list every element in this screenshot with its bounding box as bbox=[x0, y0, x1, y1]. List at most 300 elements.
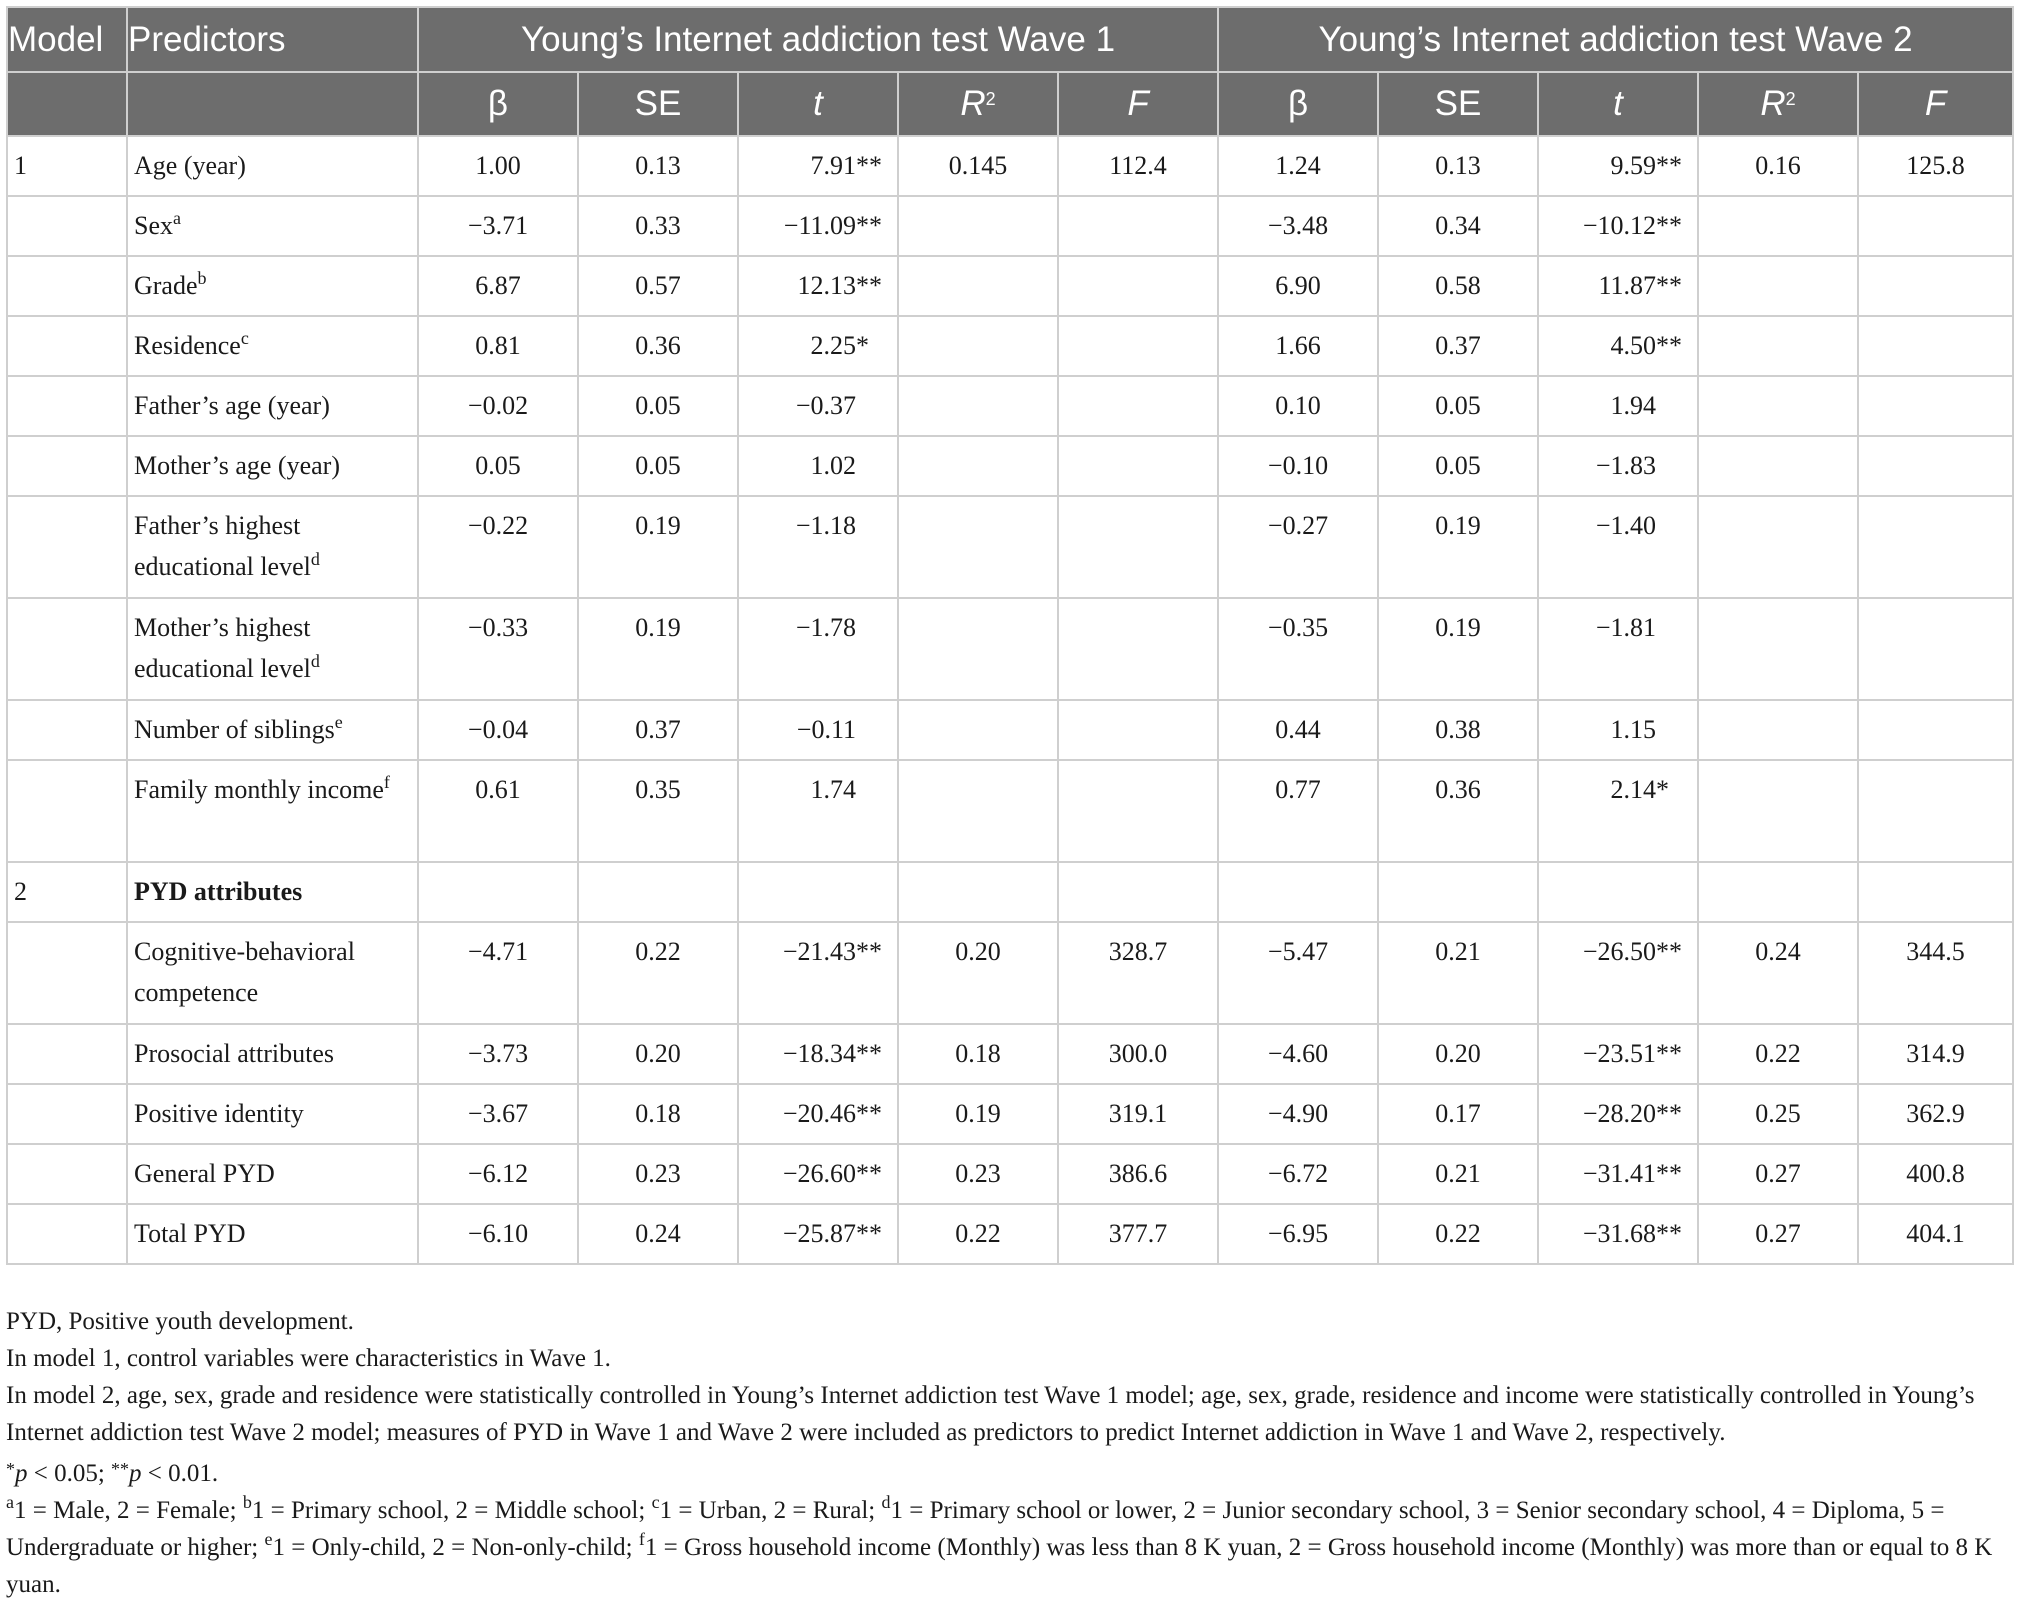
footnote-marker: d bbox=[310, 549, 320, 569]
col-t: t bbox=[1538, 72, 1698, 136]
col-predictors: Predictors bbox=[127, 7, 418, 72]
beta-cell: −5.47 bbox=[1218, 922, 1378, 1024]
model-cell bbox=[7, 496, 127, 598]
se-cell: 0.35 bbox=[578, 760, 738, 862]
beta-cell: −3.71 bbox=[418, 196, 578, 256]
f-cell: 125.8 bbox=[1858, 136, 2013, 196]
beta-cell: −0.02 bbox=[418, 376, 578, 436]
f-cell bbox=[1858, 598, 2013, 700]
se-cell: 0.13 bbox=[1378, 136, 1538, 196]
significance-stars: ** bbox=[856, 1159, 882, 1188]
beta-cell: 6.90 bbox=[1218, 256, 1378, 316]
t-cell bbox=[738, 1204, 898, 1264]
model-cell bbox=[7, 598, 127, 700]
model-cell bbox=[7, 196, 127, 256]
table-row bbox=[7, 496, 2013, 598]
col-model: Model bbox=[7, 7, 127, 72]
col-beta: β bbox=[1218, 72, 1378, 136]
significance-stars: ** bbox=[1656, 331, 1683, 360]
f-cell bbox=[1858, 862, 2013, 922]
significance-stars: * bbox=[1656, 775, 1670, 804]
footnote-marker: a bbox=[173, 208, 181, 228]
t-cell bbox=[738, 376, 898, 436]
f-cell bbox=[1058, 376, 1218, 436]
beta-cell: 0.44 bbox=[1218, 700, 1378, 760]
model-cell bbox=[7, 760, 127, 862]
beta-cell: −0.04 bbox=[418, 700, 578, 760]
beta-cell: 0.10 bbox=[1218, 376, 1378, 436]
se-cell bbox=[1378, 862, 1538, 922]
se-cell: 0.22 bbox=[1378, 1204, 1538, 1264]
se-cell: 0.19 bbox=[1378, 496, 1538, 598]
predictor-cell bbox=[127, 700, 418, 760]
header-row-1 bbox=[7, 7, 2013, 72]
se-cell: 0.24 bbox=[578, 1204, 738, 1264]
t-cell bbox=[738, 598, 898, 700]
f-cell bbox=[1058, 760, 1218, 862]
table-row bbox=[7, 316, 2013, 376]
f-cell bbox=[1058, 196, 1218, 256]
t-cell bbox=[738, 496, 898, 598]
f-cell: 404.1 bbox=[1858, 1204, 2013, 1264]
f-cell bbox=[1858, 496, 2013, 598]
note-variable-coding: $^a$1 = Male, 2 = Female; $^b$1 = Primary school, 2 = Middle school; $^c$1 = Urban, 2 = Rural; $^d$1 = Primary school or lower, 2 = Junior secondary school, 3 = Senior secondary school, 4 = Diploma, 5 = Undergraduate or higher; $^e$1 = Only-child, 2 = Non-only-child; $^f$1 = Gross household income (Monthly) was less than 8 K yuan, 2 = Gross household income (Monthly) was more than or equal to 8 K yuan. bbox=[6, 1492, 1993, 1598]
t-value: −0.37 bbox=[795, 391, 856, 420]
significance-stars: ** bbox=[1656, 1039, 1683, 1068]
f-cell bbox=[1058, 256, 1218, 316]
se-cell: 0.19 bbox=[578, 598, 738, 700]
t-value: −28.20 bbox=[1582, 1099, 1657, 1128]
col-beta: β bbox=[418, 72, 578, 136]
r2-cell: 0.18 bbox=[898, 1024, 1058, 1084]
se-cell: 0.13 bbox=[578, 136, 738, 196]
t-cell bbox=[1538, 862, 1698, 922]
t-cell bbox=[1538, 922, 1698, 1024]
se-cell: 0.17 bbox=[1378, 1084, 1538, 1144]
beta-cell: 0.81 bbox=[418, 316, 578, 376]
r2-cell bbox=[898, 196, 1058, 256]
predictor-cell bbox=[127, 1084, 418, 1144]
r2-cell bbox=[898, 862, 1058, 922]
significance-stars: ** bbox=[856, 271, 882, 300]
t-value: −23.51 bbox=[1582, 1039, 1657, 1068]
col-f: F bbox=[1858, 72, 2013, 136]
footnote-marker: f bbox=[383, 772, 390, 792]
model-cell bbox=[7, 1204, 127, 1264]
r2-cell bbox=[1698, 436, 1858, 496]
r2-cell bbox=[1698, 256, 1858, 316]
significance-stars: * bbox=[856, 331, 869, 360]
predictor-label: General PYD bbox=[134, 1159, 275, 1188]
se-cell: 0.23 bbox=[578, 1144, 738, 1204]
col-r2: $R^2$ bbox=[1698, 72, 1858, 136]
r2-cell bbox=[898, 760, 1058, 862]
beta-cell: −6.72 bbox=[1218, 1144, 1378, 1204]
predictor-label: PYD attributes bbox=[134, 877, 303, 906]
f-cell bbox=[1058, 598, 1218, 700]
t-cell bbox=[1538, 496, 1698, 598]
predictor-cell bbox=[127, 922, 418, 1024]
col-group-wave1: Young’s Internet addiction test Wave 1 bbox=[418, 7, 1218, 72]
t-cell bbox=[1538, 760, 1698, 862]
predictor-label: Total PYD bbox=[134, 1219, 246, 1248]
se-cell: 0.33 bbox=[578, 196, 738, 256]
table-row bbox=[7, 922, 2013, 1024]
t-cell bbox=[1538, 376, 1698, 436]
f-cell: 344.5 bbox=[1858, 922, 2013, 1024]
f-cell: 328.7 bbox=[1058, 922, 1218, 1024]
t-cell bbox=[1538, 196, 1698, 256]
significance-stars: ** bbox=[1656, 1159, 1683, 1188]
t-value: −26.50 bbox=[1582, 937, 1657, 966]
se-cell: 0.05 bbox=[578, 436, 738, 496]
se-cell: 0.38 bbox=[1378, 700, 1538, 760]
f-cell: 362.9 bbox=[1858, 1084, 2013, 1144]
r2-cell: 0.27 bbox=[1698, 1144, 1858, 1204]
beta-cell bbox=[418, 862, 578, 922]
r2-cell bbox=[898, 436, 1058, 496]
note-model-1: In model 1, control variables were characteristics in Wave 1. bbox=[6, 1345, 611, 1372]
significance-stars: ** bbox=[1656, 211, 1683, 240]
se-cell: 0.18 bbox=[578, 1084, 738, 1144]
predictor-cell bbox=[127, 1144, 418, 1204]
f-cell: 386.6 bbox=[1058, 1144, 1218, 1204]
t-value: 1.15 bbox=[1610, 715, 1657, 744]
table-row bbox=[7, 436, 2013, 496]
predictor-label: Father’s highest educational level bbox=[134, 511, 311, 581]
r2-cell: 0.23 bbox=[898, 1144, 1058, 1204]
table-row bbox=[7, 862, 2013, 922]
footnote-marker: c bbox=[240, 328, 249, 348]
r2-cell bbox=[898, 376, 1058, 436]
r2-cell: 0.16 bbox=[1698, 136, 1858, 196]
t-cell bbox=[738, 1144, 898, 1204]
model-cell bbox=[7, 1024, 127, 1084]
table-row bbox=[7, 598, 2013, 700]
beta-cell: 0.05 bbox=[418, 436, 578, 496]
table-row bbox=[7, 700, 2013, 760]
predictor-cell bbox=[127, 862, 418, 922]
t-cell bbox=[1538, 256, 1698, 316]
r2-cell bbox=[898, 316, 1058, 376]
beta-cell: −6.12 bbox=[418, 1144, 578, 1204]
col-t: t bbox=[738, 72, 898, 136]
predictor-label: Cognitive-behavioral competence bbox=[134, 937, 355, 1007]
model-cell bbox=[7, 1084, 127, 1144]
beta-cell: −0.35 bbox=[1218, 598, 1378, 700]
se-cell: 0.05 bbox=[578, 376, 738, 436]
beta-cell: 1.66 bbox=[1218, 316, 1378, 376]
se-cell: 0.37 bbox=[578, 700, 738, 760]
f-cell: 112.4 bbox=[1058, 136, 1218, 196]
significance-stars: ** bbox=[1656, 151, 1683, 180]
f-cell bbox=[1058, 316, 1218, 376]
t-cell bbox=[1538, 316, 1698, 376]
r2-cell: 0.24 bbox=[1698, 922, 1858, 1024]
beta-cell: −0.22 bbox=[418, 496, 578, 598]
t-value: −1.83 bbox=[1595, 451, 1657, 480]
beta-cell: −6.95 bbox=[1218, 1204, 1378, 1264]
model-cell bbox=[7, 700, 127, 760]
r2-cell bbox=[898, 598, 1058, 700]
se-cell: 0.36 bbox=[578, 316, 738, 376]
r2-cell: 0.22 bbox=[1698, 1024, 1858, 1084]
header-row-2 bbox=[7, 72, 2013, 136]
model-cell bbox=[7, 376, 127, 436]
r2-cell bbox=[898, 700, 1058, 760]
predictor-label: Age (year) bbox=[134, 151, 246, 180]
t-cell bbox=[738, 700, 898, 760]
significance-stars: ** bbox=[1656, 1219, 1683, 1248]
beta-cell: −3.67 bbox=[418, 1084, 578, 1144]
beta-cell: −4.90 bbox=[1218, 1084, 1378, 1144]
beta-cell: 0.77 bbox=[1218, 760, 1378, 862]
beta-cell bbox=[1218, 862, 1378, 922]
f-cell: 300.0 bbox=[1058, 1024, 1218, 1084]
t-cell bbox=[738, 760, 898, 862]
t-value: 1.02 bbox=[810, 451, 856, 480]
beta-cell: −4.60 bbox=[1218, 1024, 1378, 1084]
significance-stars: ** bbox=[856, 1039, 882, 1068]
t-value: −1.78 bbox=[795, 613, 856, 642]
predictor-cell bbox=[127, 1024, 418, 1084]
t-value: 1.94 bbox=[1610, 391, 1657, 420]
t-cell bbox=[1538, 700, 1698, 760]
t-value: 4.50 bbox=[1610, 331, 1657, 360]
note-significance: *p < 0.05; **p < 0.01. bbox=[6, 1459, 219, 1487]
beta-cell: −3.73 bbox=[418, 1024, 578, 1084]
model-cell: 2 bbox=[7, 862, 127, 922]
significance-stars: ** bbox=[1656, 1099, 1683, 1128]
predictor-cell bbox=[127, 760, 418, 862]
predictor-cell bbox=[127, 376, 418, 436]
f-cell: 314.9 bbox=[1858, 1024, 2013, 1084]
se-cell: 0.36 bbox=[1378, 760, 1538, 862]
t-value: −26.60 bbox=[782, 1159, 856, 1188]
se-cell: 0.20 bbox=[1378, 1024, 1538, 1084]
table-row bbox=[7, 1024, 2013, 1084]
t-value: −1.40 bbox=[1595, 511, 1657, 540]
t-cell bbox=[1538, 1024, 1698, 1084]
predictor-label: Positive identity bbox=[134, 1099, 304, 1128]
t-value: −1.81 bbox=[1595, 613, 1657, 642]
predictor-cell bbox=[127, 136, 418, 196]
note-model-2: In model 2, age, sex, grade and residence were statistically controlled in Young’s Internet addiction test Wave 1 model; age, sex, grade, residence and income were statistically controlled in Young’s Internet addiction test Wave 2 model; measures of PYD in Wave 1 and Wave 2 were included as predictors to predict Internet addiction in Wave 1 and Wave 2, respectively. bbox=[6, 1382, 1975, 1446]
se-cell bbox=[578, 862, 738, 922]
t-cell bbox=[1538, 598, 1698, 700]
predictor-cell bbox=[127, 256, 418, 316]
beta-cell: 1.00 bbox=[418, 136, 578, 196]
f-cell bbox=[1858, 700, 2013, 760]
r2-cell bbox=[1698, 862, 1858, 922]
r2-cell bbox=[1698, 760, 1858, 862]
footnote-marker: e bbox=[334, 712, 343, 732]
f-cell: 400.8 bbox=[1858, 1144, 2013, 1204]
col-empty bbox=[7, 72, 127, 136]
col-r2: $R^2$ bbox=[898, 72, 1058, 136]
se-cell: 0.34 bbox=[1378, 196, 1538, 256]
t-cell bbox=[738, 196, 898, 256]
t-value: 12.13 bbox=[797, 271, 856, 300]
predictor-label: Prosocial attributes bbox=[134, 1039, 335, 1068]
t-value: −0.11 bbox=[796, 715, 856, 744]
r2-cell: 0.27 bbox=[1698, 1204, 1858, 1264]
footnote-marker: d bbox=[310, 651, 320, 671]
se-cell: 0.21 bbox=[1378, 922, 1538, 1024]
model-cell bbox=[7, 436, 127, 496]
r2-cell bbox=[1698, 700, 1858, 760]
significance-stars: ** bbox=[856, 151, 882, 180]
t-cell bbox=[1538, 136, 1698, 196]
r2-cell bbox=[898, 496, 1058, 598]
f-cell bbox=[1858, 196, 2013, 256]
t-cell bbox=[738, 136, 898, 196]
predictor-label: Mother’s age (year) bbox=[134, 451, 340, 480]
t-cell bbox=[738, 256, 898, 316]
t-cell bbox=[738, 1024, 898, 1084]
predictor-cell bbox=[127, 598, 418, 700]
t-cell bbox=[1538, 1084, 1698, 1144]
se-cell: 0.05 bbox=[1378, 376, 1538, 436]
significance-stars: ** bbox=[1656, 937, 1683, 966]
t-value: 1.74 bbox=[810, 775, 856, 804]
predictor-label: Family monthly income bbox=[134, 775, 384, 804]
table-row bbox=[7, 196, 2013, 256]
beta-cell: −0.33 bbox=[418, 598, 578, 700]
t-cell bbox=[738, 1084, 898, 1144]
f-cell bbox=[1858, 760, 2013, 862]
f-cell bbox=[1058, 496, 1218, 598]
predictor-label: Number of siblings bbox=[134, 715, 335, 744]
table-row bbox=[7, 1084, 2013, 1144]
t-value: −10.12 bbox=[1582, 211, 1657, 240]
r2-cell bbox=[1698, 316, 1858, 376]
t-value: −25.87 bbox=[782, 1219, 856, 1248]
t-cell bbox=[738, 436, 898, 496]
t-value: 9.59 bbox=[1610, 151, 1657, 180]
model-cell bbox=[7, 1144, 127, 1204]
predictor-label: Sex bbox=[134, 211, 173, 240]
r2-cell: 0.22 bbox=[898, 1204, 1058, 1264]
f-cell bbox=[1058, 700, 1218, 760]
t-cell bbox=[738, 862, 898, 922]
table-row bbox=[7, 1204, 2013, 1264]
predictor-label: Residence bbox=[134, 331, 241, 360]
col-se: SE bbox=[578, 72, 738, 136]
t-value: −20.46 bbox=[782, 1099, 856, 1128]
f-cell bbox=[1858, 316, 2013, 376]
t-value: 2.14 bbox=[1610, 775, 1657, 804]
col-empty bbox=[127, 72, 418, 136]
significance-stars: ** bbox=[856, 1219, 882, 1248]
predictor-cell bbox=[127, 196, 418, 256]
regression-table bbox=[6, 6, 2014, 1265]
f-cell bbox=[1858, 376, 2013, 436]
se-cell: 0.05 bbox=[1378, 436, 1538, 496]
table-footnotes bbox=[6, 1303, 2012, 1603]
beta-cell: 6.87 bbox=[418, 256, 578, 316]
t-cell bbox=[738, 316, 898, 376]
table-row bbox=[7, 256, 2013, 316]
significance-stars: ** bbox=[856, 211, 882, 240]
table-row bbox=[7, 760, 2013, 862]
f-cell bbox=[1858, 436, 2013, 496]
beta-cell: −0.27 bbox=[1218, 496, 1378, 598]
beta-cell: −6.10 bbox=[418, 1204, 578, 1264]
predictor-cell bbox=[127, 1204, 418, 1264]
model-cell bbox=[7, 256, 127, 316]
predictor-label: Mother’s highest educational level bbox=[134, 613, 311, 683]
model-cell bbox=[7, 316, 127, 376]
col-se: SE bbox=[1378, 72, 1538, 136]
se-cell: 0.21 bbox=[1378, 1144, 1538, 1204]
t-value: −11.09 bbox=[783, 211, 856, 240]
footnote-marker: b bbox=[197, 268, 207, 288]
se-cell: 0.20 bbox=[578, 1024, 738, 1084]
f-cell bbox=[1058, 862, 1218, 922]
predictor-cell bbox=[127, 436, 418, 496]
t-value: −31.41 bbox=[1582, 1159, 1657, 1188]
t-value: −1.18 bbox=[795, 511, 856, 540]
predictor-cell bbox=[127, 496, 418, 598]
note-abbreviation: PYD, Positive youth development. bbox=[6, 1308, 354, 1335]
se-cell: 0.19 bbox=[1378, 598, 1538, 700]
beta-cell: 0.61 bbox=[418, 760, 578, 862]
t-value: 2.25 bbox=[810, 331, 856, 360]
t-value: −21.43 bbox=[782, 937, 856, 966]
model-cell bbox=[7, 922, 127, 1024]
se-cell: 0.57 bbox=[578, 256, 738, 316]
t-value: 11.87 bbox=[1598, 271, 1657, 300]
f-cell bbox=[1858, 256, 2013, 316]
significance-stars: ** bbox=[856, 937, 882, 966]
t-value: 7.91 bbox=[810, 151, 856, 180]
table-row bbox=[7, 1144, 2013, 1204]
f-cell bbox=[1058, 436, 1218, 496]
t-cell bbox=[1538, 1144, 1698, 1204]
r2-cell bbox=[898, 256, 1058, 316]
r2-cell bbox=[1698, 496, 1858, 598]
t-cell bbox=[1538, 1204, 1698, 1264]
se-cell: 0.37 bbox=[1378, 316, 1538, 376]
r2-cell: 0.25 bbox=[1698, 1084, 1858, 1144]
beta-cell: −4.71 bbox=[418, 922, 578, 1024]
predictor-cell bbox=[127, 316, 418, 376]
t-value: −18.34 bbox=[782, 1039, 856, 1068]
r2-cell bbox=[1698, 598, 1858, 700]
t-cell bbox=[1538, 436, 1698, 496]
r2-cell bbox=[1698, 196, 1858, 256]
significance-stars: ** bbox=[856, 1099, 882, 1128]
predictor-label: Father’s age (year) bbox=[134, 391, 330, 420]
se-cell: 0.19 bbox=[578, 496, 738, 598]
r2-cell bbox=[1698, 376, 1858, 436]
col-group-wave2: Young’s Internet addiction test Wave 2 bbox=[1218, 7, 2013, 72]
col-f: F bbox=[1058, 72, 1218, 136]
model-cell: 1 bbox=[7, 136, 127, 196]
r2-cell: 0.20 bbox=[898, 922, 1058, 1024]
r2-cell: 0.145 bbox=[898, 136, 1058, 196]
beta-cell: 1.24 bbox=[1218, 136, 1378, 196]
table-row bbox=[7, 136, 2013, 196]
table-row bbox=[7, 376, 2013, 436]
predictor-label: Grade bbox=[134, 271, 198, 300]
f-cell: 319.1 bbox=[1058, 1084, 1218, 1144]
significance-stars: ** bbox=[1656, 271, 1683, 300]
t-cell bbox=[738, 922, 898, 1024]
se-cell: 0.22 bbox=[578, 922, 738, 1024]
se-cell: 0.58 bbox=[1378, 256, 1538, 316]
